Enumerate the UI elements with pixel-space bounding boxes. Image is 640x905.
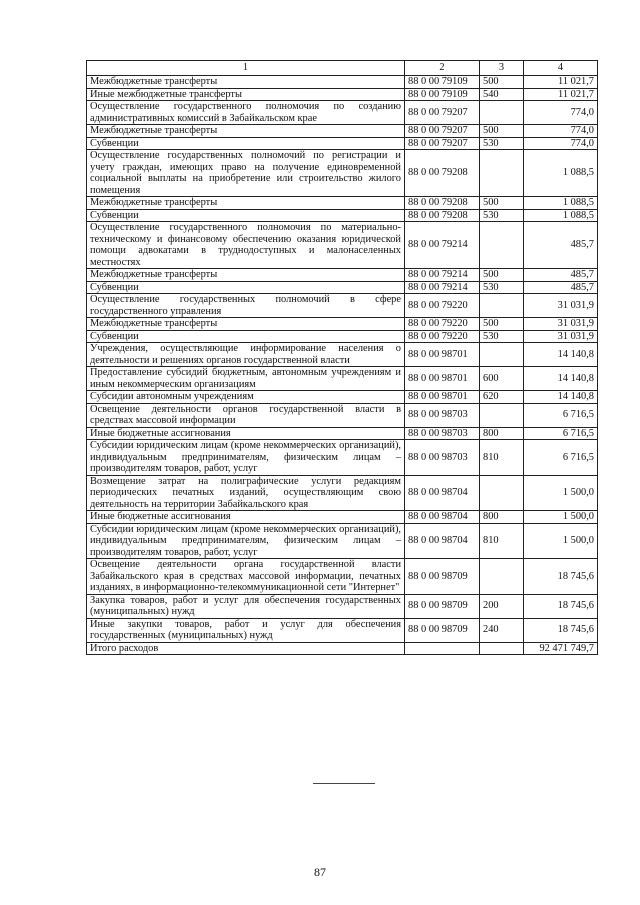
row-type: 530 (480, 330, 524, 343)
total-code-cell (405, 642, 480, 655)
row-amount: 31 031,9 (524, 294, 598, 318)
row-type: 810 (480, 523, 524, 559)
row-code: 88 0 00 98703 (405, 427, 480, 440)
row-type: 800 (480, 427, 524, 440)
row-type (480, 475, 524, 511)
row-amount: 6 716,5 (524, 440, 598, 476)
row-code: 88 0 00 79208 (405, 197, 480, 210)
table-row (87, 137, 598, 150)
row-code: 88 0 00 98703 (405, 403, 480, 427)
row-name: Межбюджетные трансферты (87, 269, 405, 282)
table-row (87, 318, 598, 331)
row-amount: 14 140,8 (524, 343, 598, 367)
row-name: Субсидии юридическим лицам (кроме некоммерческих организаций), индивидуальным предпринимателям, физическим лицам – производителям товаров, работ, услуг (87, 440, 405, 476)
header-col-3: 3 (480, 61, 524, 76)
row-type: 500 (480, 197, 524, 210)
row-code: 88 0 00 79208 (405, 209, 480, 222)
header-col-2: 2 (405, 61, 480, 76)
row-name: Иные бюджетные ассигнования (87, 511, 405, 524)
row-amount: 1 088,5 (524, 150, 598, 197)
row-name: Межбюджетные трансферты (87, 318, 405, 331)
table-row (87, 294, 598, 318)
row-code: 88 0 00 98701 (405, 391, 480, 404)
row-type: 200 (480, 594, 524, 618)
row-name: Учреждения, осуществляющие информирование населения о деятельности и решениях органов государственной власти (87, 343, 405, 367)
table-row (87, 209, 598, 222)
row-code: 88 0 00 79207 (405, 101, 480, 125)
row-code: 88 0 00 98701 (405, 343, 480, 367)
row-amount: 485,7 (524, 269, 598, 282)
row-name: Предоставление субсидий бюджетным, автономным учреждениям и иным некоммерческим организациям (87, 367, 405, 391)
row-type (480, 559, 524, 595)
total-label: Итого расходов (87, 642, 405, 655)
row-type (480, 222, 524, 269)
total-amount: 92 471 749,7 (524, 642, 598, 655)
table-row (87, 269, 598, 282)
table-row (87, 475, 598, 511)
row-amount: 11 021,7 (524, 76, 598, 89)
page-number: 87 (314, 865, 326, 879)
row-type: 800 (480, 511, 524, 524)
row-name: Освещение деятельности органов государственной власти в средствах массовой информации (87, 403, 405, 427)
table-row (87, 343, 598, 367)
row-type: 540 (480, 88, 524, 101)
row-name: Осуществление государственных полномочий в сфере государственного управления (87, 294, 405, 318)
row-amount: 18 745,6 (524, 559, 598, 595)
row-type (480, 403, 524, 427)
total-type-cell (480, 642, 524, 655)
footer-divider (313, 783, 375, 784)
row-amount: 1 088,5 (524, 197, 598, 210)
row-code: 88 0 00 79214 (405, 281, 480, 294)
row-code: 88 0 00 98709 (405, 618, 480, 642)
row-type: 500 (480, 125, 524, 138)
table-row (87, 440, 598, 476)
row-amount: 31 031,9 (524, 330, 598, 343)
row-name: Субвенции (87, 209, 405, 222)
table-row (87, 125, 598, 138)
row-type: 530 (480, 209, 524, 222)
table-row (87, 76, 598, 89)
row-name: Иные закупки товаров, работ и услуг для обеспечения государственных (муниципальных) нужд (87, 618, 405, 642)
row-code: 88 0 00 79214 (405, 222, 480, 269)
row-type: 530 (480, 281, 524, 294)
expenditure-table (86, 60, 598, 655)
row-type: 500 (480, 318, 524, 331)
row-type: 600 (480, 367, 524, 391)
row-amount: 1 500,0 (524, 523, 598, 559)
table-row (87, 391, 598, 404)
table-row (87, 511, 598, 524)
row-code: 88 0 00 79109 (405, 76, 480, 89)
row-type: 240 (480, 618, 524, 642)
row-name: Осуществление государственного полномочия по созданию административных комиссий в Забайкальском крае (87, 101, 405, 125)
table-row (87, 594, 598, 618)
total-row (87, 642, 598, 655)
row-code: 88 0 00 79220 (405, 330, 480, 343)
row-name: Осуществление государственного полномочия по материально-техническому и финансовому обеспечению оказания юридической помощи адвокатами в труднодоступных и малонаселенных местностях (87, 222, 405, 269)
row-name: Возмещение затрат на полиграфические услуги редакциям периодических печатных изданий, осуществляющим свою деятельность на территории Забайкальского края (87, 475, 405, 511)
table-row (87, 281, 598, 294)
row-amount: 485,7 (524, 281, 598, 294)
row-name: Субвенции (87, 281, 405, 294)
row-amount: 6 716,5 (524, 427, 598, 440)
table-row (87, 403, 598, 427)
table-row (87, 427, 598, 440)
row-code: 88 0 00 79220 (405, 318, 480, 331)
row-name: Субвенции (87, 330, 405, 343)
row-name: Межбюджетные трансферты (87, 125, 405, 138)
row-type (480, 294, 524, 318)
row-amount: 11 021,7 (524, 88, 598, 101)
row-code: 88 0 00 79208 (405, 150, 480, 197)
row-code: 88 0 00 98703 (405, 440, 480, 476)
table-row (87, 559, 598, 595)
row-amount: 774,0 (524, 137, 598, 150)
row-amount: 774,0 (524, 125, 598, 138)
table-row (87, 222, 598, 269)
table-row (87, 88, 598, 101)
row-type (480, 101, 524, 125)
row-type: 500 (480, 269, 524, 282)
row-name: Субсидии автономным учреждениям (87, 391, 405, 404)
table-row (87, 618, 598, 642)
row-name: Закупка товаров, работ и услуг для обеспечения государственных (муниципальных) нужд (87, 594, 405, 618)
row-name: Иные бюджетные ассигнования (87, 427, 405, 440)
row-code: 88 0 00 79109 (405, 88, 480, 101)
header-row (87, 61, 598, 76)
row-type: 620 (480, 391, 524, 404)
row-amount: 1 500,0 (524, 511, 598, 524)
row-type: 810 (480, 440, 524, 476)
row-amount: 1 088,5 (524, 209, 598, 222)
row-code: 88 0 00 98704 (405, 511, 480, 524)
table-row (87, 523, 598, 559)
row-amount: 6 716,5 (524, 403, 598, 427)
row-code: 88 0 00 98709 (405, 559, 480, 595)
row-amount: 485,7 (524, 222, 598, 269)
row-code: 88 0 00 79207 (405, 125, 480, 138)
row-type (480, 343, 524, 367)
row-code: 88 0 00 98701 (405, 367, 480, 391)
row-name: Межбюджетные трансферты (87, 197, 405, 210)
row-code: 88 0 00 98709 (405, 594, 480, 618)
table-body (87, 76, 598, 643)
row-name: Субсидии юридическим лицам (кроме некоммерческих организаций), индивидуальным предпринимателям, физическим лицам – производителям товаров, работ, услуг (87, 523, 405, 559)
row-amount: 774,0 (524, 101, 598, 125)
header-col-4: 4 (524, 61, 598, 76)
row-type: 530 (480, 137, 524, 150)
header-col-1: 1 (87, 61, 405, 76)
row-amount: 18 745,6 (524, 594, 598, 618)
row-code: 88 0 00 79207 (405, 137, 480, 150)
table-row (87, 197, 598, 210)
row-amount: 18 745,6 (524, 618, 598, 642)
table-row (87, 150, 598, 197)
row-amount: 14 140,8 (524, 367, 598, 391)
row-name: Осуществление государственных полномочий по регистрации и учету граждан, имеющих право на получение единовременной социальной выплаты на приобретение или строительство жилого помещения (87, 150, 405, 197)
table-row (87, 101, 598, 125)
row-name: Иные межбюджетные трансферты (87, 88, 405, 101)
table-row (87, 330, 598, 343)
table-row (87, 367, 598, 391)
row-type: 500 (480, 76, 524, 89)
row-name: Межбюджетные трансферты (87, 76, 405, 89)
row-code: 88 0 00 98704 (405, 523, 480, 559)
row-code: 88 0 00 79220 (405, 294, 480, 318)
row-code: 88 0 00 79214 (405, 269, 480, 282)
row-amount: 1 500,0 (524, 475, 598, 511)
row-amount: 14 140,8 (524, 391, 598, 404)
row-name: Субвенции (87, 137, 405, 150)
row-amount: 31 031,9 (524, 318, 598, 331)
row-code: 88 0 00 98704 (405, 475, 480, 511)
row-name: Освещение деятельности органа государственной власти Забайкальского края в средствах массовой информации, печатных изданиях, в информационно-телекоммуникационной сети "Интернет" (87, 559, 405, 595)
row-type (480, 150, 524, 197)
